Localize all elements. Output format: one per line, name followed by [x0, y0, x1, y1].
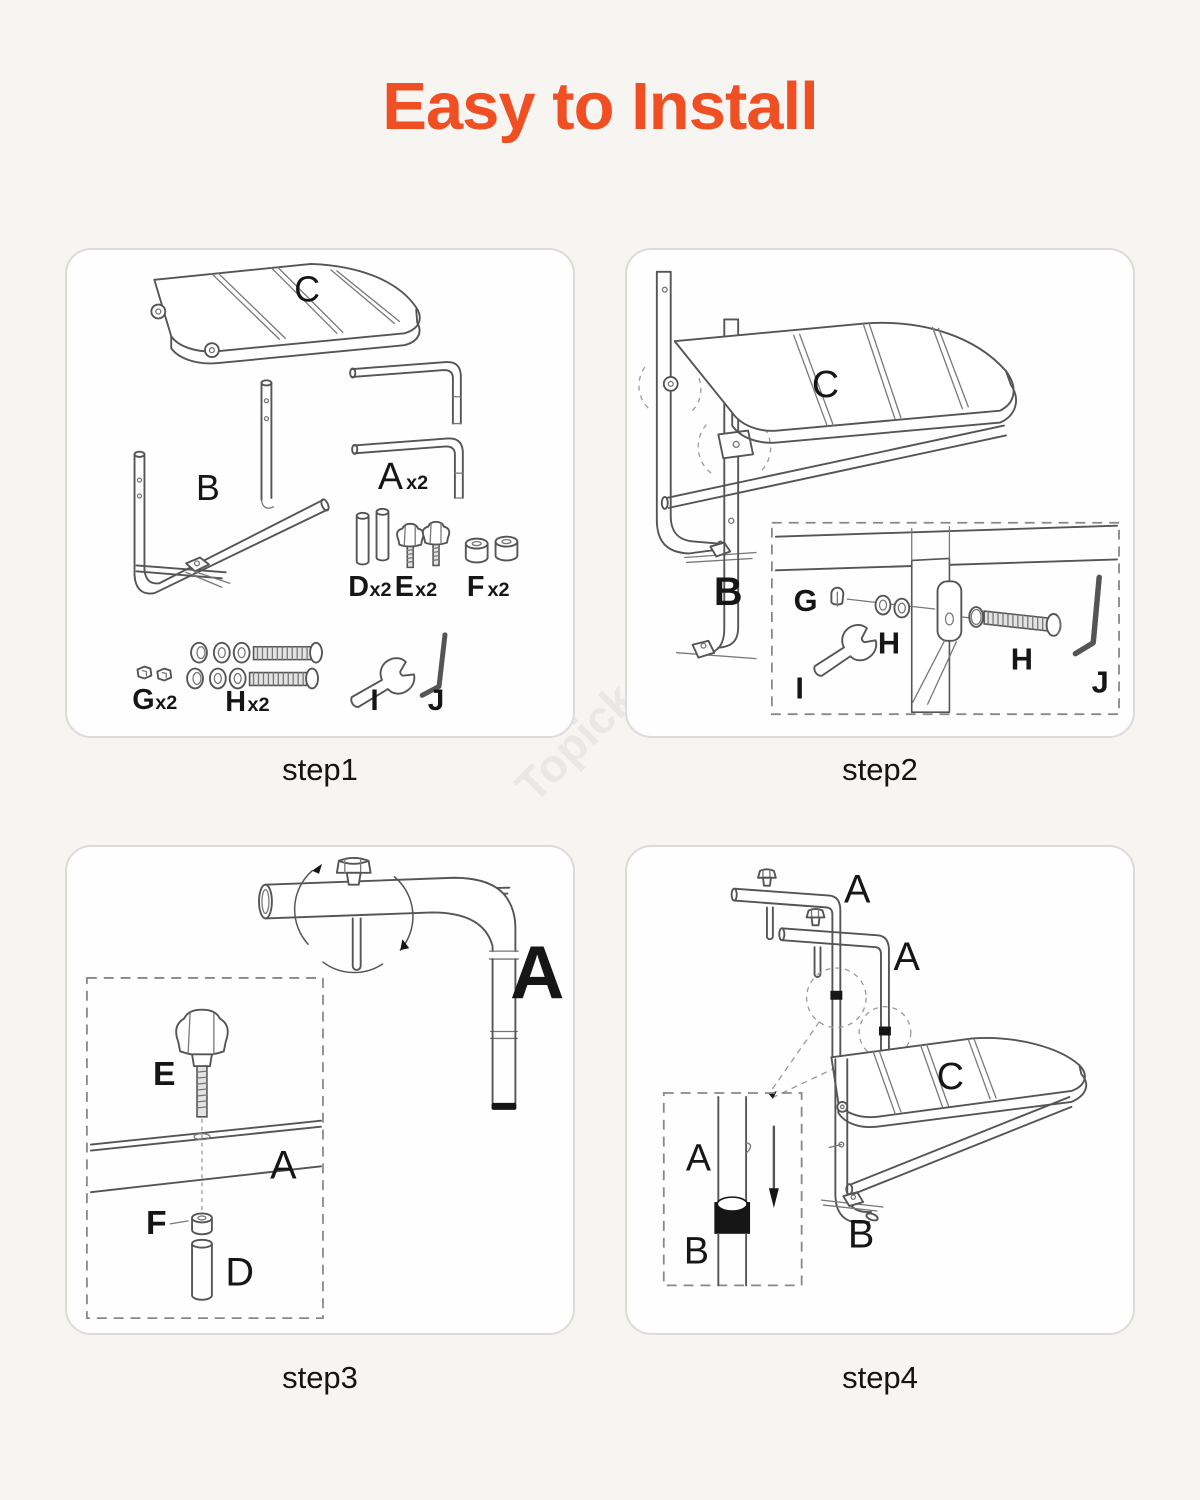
step1-caption: step1: [282, 752, 358, 787]
insert-arrow-icon: [769, 1127, 779, 1208]
step3-caption: step3: [282, 1360, 358, 1395]
part-label-j: J: [427, 684, 445, 718]
spacer-f-icon: [466, 537, 518, 563]
part-label-g: G: [132, 684, 155, 717]
part-label-c: C: [811, 362, 840, 405]
part-label-c: C: [936, 1055, 965, 1098]
part-qty-d: x2: [369, 579, 392, 602]
part-qty-e: x2: [415, 579, 438, 602]
part-label-d: D: [225, 1250, 254, 1295]
frame-b-drawing: [135, 380, 331, 593]
step4-panel: [625, 845, 1135, 1335]
bracket-a-lower-drawing: [779, 909, 889, 1024]
part-label-b: B: [196, 467, 220, 508]
part-label-a-tube: A: [270, 1143, 297, 1188]
part-label-h-bolt: H: [1010, 641, 1033, 677]
part-label-a-main: A: [509, 929, 565, 1014]
wrench-icon: [343, 653, 419, 720]
part-label-j: J: [1091, 664, 1109, 700]
nut-g-icon: [138, 667, 172, 681]
part-label-a-lower: A: [893, 934, 921, 979]
part-label-a-upper: A: [843, 867, 871, 912]
knob-e-icon: [397, 522, 449, 568]
part-qty-h: x2: [247, 694, 270, 717]
tabletop-drawing: [151, 264, 419, 364]
step2-caption: step2: [842, 752, 918, 787]
step1-panel: [65, 248, 575, 738]
part-label-e: E: [153, 1055, 176, 1094]
part-label-f: F: [146, 1203, 167, 1242]
bracket-a-upper-drawing: [732, 869, 841, 978]
part-label-g: G: [793, 583, 818, 619]
step4-caption: step4: [842, 1360, 918, 1395]
part-qty-g: x2: [155, 692, 178, 715]
part-label-b-inset: B: [683, 1229, 710, 1272]
part-qty-f: x2: [487, 579, 510, 602]
page-title: Easy to Install: [382, 69, 818, 144]
bolt-h-icon: [187, 643, 322, 689]
part-label-b: B: [713, 570, 743, 615]
step3-panel: [65, 845, 575, 1335]
part-label-f: F: [466, 571, 485, 604]
part-label-h: H: [225, 686, 247, 719]
part-label-i: I: [370, 684, 379, 718]
dowel-d-icon: [357, 509, 389, 565]
step2-panel: [625, 248, 1135, 738]
bracket-a-adjust-drawing: [259, 858, 518, 1110]
part-label-h-washers: H: [877, 625, 901, 661]
part-label-b: B: [847, 1212, 875, 1257]
part-label-e: E: [394, 571, 414, 604]
part-label-i: I: [795, 670, 804, 706]
part-label-a-inset: A: [685, 1136, 712, 1179]
detail-inset: [772, 523, 1119, 714]
part-label-c: C: [294, 269, 320, 310]
insert-inset: [664, 1093, 802, 1285]
part-label-d: D: [348, 571, 370, 604]
part-qty-a: x2: [406, 472, 429, 495]
detail-inset: [87, 978, 323, 1318]
part-label-a: A: [377, 455, 403, 498]
watermark: Topicker: [505, 642, 675, 812]
